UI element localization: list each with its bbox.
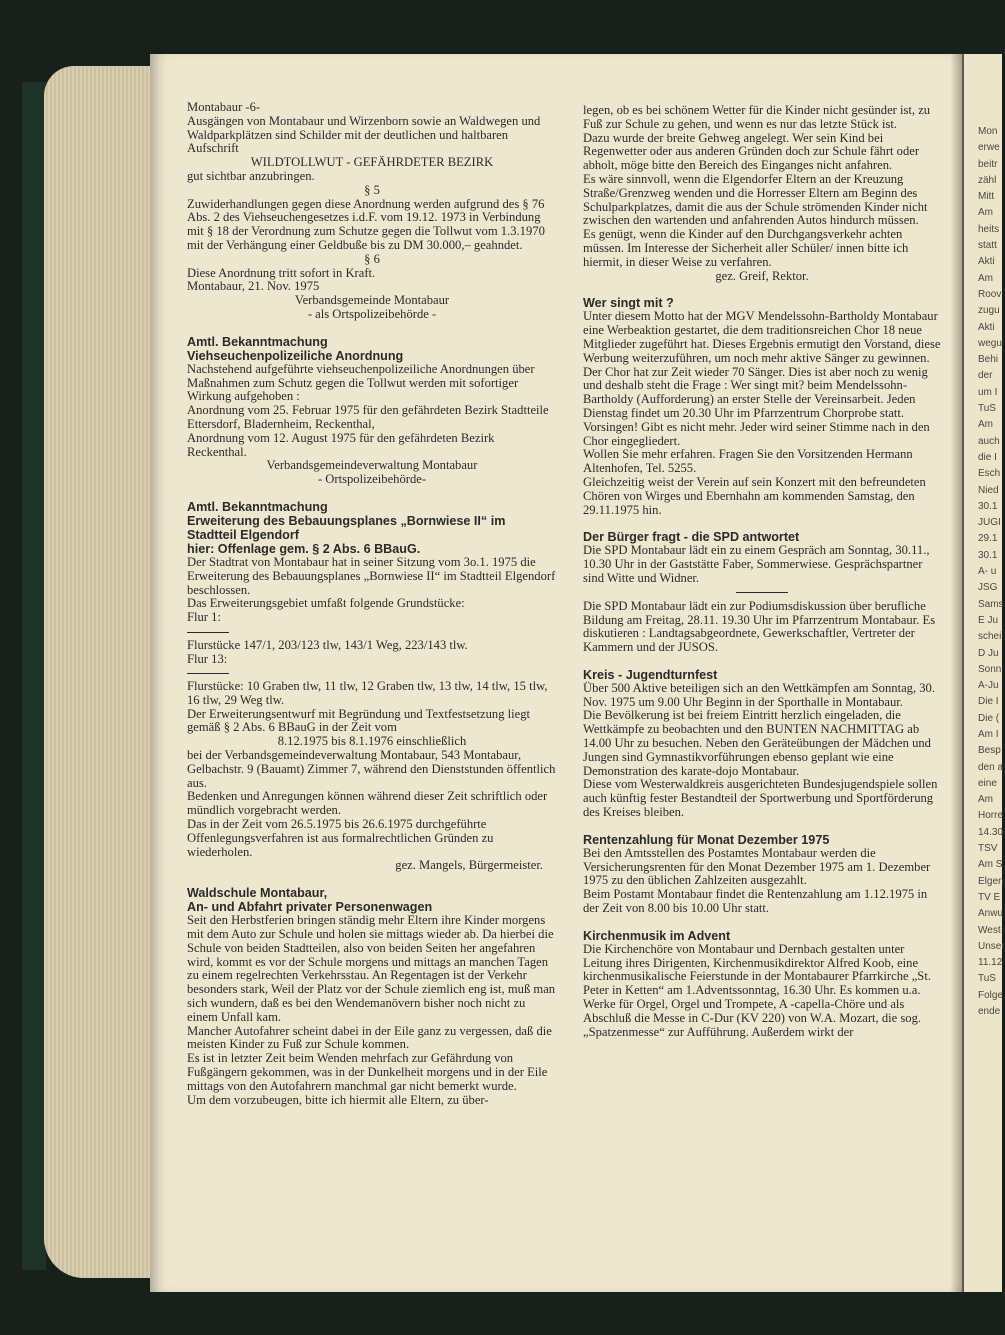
paragraph: Es wäre sinnvoll, wenn die Elgendorfer Eltern an der Kreuzung Straße/Grenzweg wenden und die Horresser Eltern am Beginn des Schulparkplatzes, damit die aus der Schule strömenden Kinder nicht zwischen den wartenden und anfahrenden Autos hindurch müssen. (583, 171, 928, 228)
edge-fragment: A-Ju (978, 680, 999, 692)
edge-fragment: Roov (978, 288, 1002, 300)
sign-text: WILDTOLLWUT - GEFÄHRDETER BEZIRK (250, 155, 494, 170)
signature-line: Verbandsgemeinde Montabaur (294, 293, 450, 308)
paragraph: Die SPD Montabaur lädt ein zur Podiumsdiskussion über berufliche Bildung am Freitag, 28.11. 19.30 Uhr im Pfarrzentrum Montabaur. Es diskutieren : Landtagsabgeordnete, Gewerkschaftler, Vertreter der Kammern und der JUSOS. (583, 598, 936, 655)
edge-fragment: Sonn (978, 663, 1002, 675)
flur-label: Flur 1: (187, 610, 221, 625)
edge-fragment: Akti (978, 256, 995, 268)
right-column (583, 104, 941, 1039)
article-heading: Wer singt mit ? (583, 296, 674, 311)
edge-fragment: Esch (978, 468, 1001, 480)
article-heading: hier: Offenlage gem. § 2 Abs. 6 BBauG. (187, 541, 421, 556)
section-number: § 5 (364, 182, 380, 197)
edge-fragment: der (978, 370, 993, 382)
paragraph: bei der Verbandsgemeindeverwaltung Montabaur, 543 Montabaur, Gelbachstr. 9 (Bauamt) Zimmer 7, während den Dienststunden öffentlich aus. (187, 748, 556, 790)
edge-fragment: 14.30 (978, 826, 1004, 838)
paragraph: Wollen Sie mehr erfahren. Fragen Sie den Vorsitzenden Hermann Altenhofen, Tel. 5255. (583, 447, 913, 476)
signature-line: - als Ortspolizeibehörde - (307, 306, 437, 321)
paragraph: Mancher Autofahrer scheint dabei in der Eile ganz zu vergessen, daß die meisten Kinder zu Fuß zur Schule kommen. (187, 1023, 552, 1052)
article-heading: Rentenzahlung für Monat Dezember 1975 (583, 832, 830, 847)
flur-label: Flur 13: (187, 651, 228, 666)
edge-fragment: JSG (978, 582, 998, 594)
paragraph: gut sichtbar anzubringen. (187, 168, 315, 183)
article-heading: Der Bürger fragt - die SPD antwortet (583, 530, 800, 545)
edge-fragment: eine (978, 777, 997, 789)
place-date: Montabaur, 21. Nov. 1975 (187, 279, 320, 294)
edge-fragment: 30.1 (978, 549, 998, 561)
edge-fragment: Die I (978, 696, 999, 708)
paragraph: Beim Postamt Montabaur findet die Rentenzahlung am 1.12.1975 in der Zeit von 8.00 bis 10.00 Uhr statt. (583, 887, 928, 916)
paragraph: Flurstücke: 10 Graben tlw, 11 tlw, 12 Graben tlw, 13 tlw, 14 tlw, 15 tlw, 16 tlw, 29 Weg tlw. (187, 679, 548, 707)
edge-fragment: A- u (978, 566, 997, 578)
edge-fragment: TuS (978, 973, 996, 985)
edge-fragment: Die ( (978, 712, 1000, 724)
edge-fragment: Am (978, 794, 993, 806)
edge-fragment: beitr (978, 158, 998, 170)
article-heading: Waldschule Montabaur, (187, 886, 328, 901)
page-gutter (950, 54, 964, 1292)
signature-line: - Ortspolizeibehörde- (317, 472, 427, 487)
signature-line: gez. Greif, Rektor. (715, 268, 809, 283)
date-range: 8.12.1975 bis 8.1.1976 einschließlich (277, 734, 467, 749)
edge-fragment: Am (978, 419, 993, 431)
paragraph: Gleichzeitig weist der Verein auf sein Konzert mit den befreundeten Chören von Wirges und Ebernhahn am kommenden Samstag, den 29.11.1975 hin. (583, 474, 926, 517)
paragraph: Die SPD Montabaur lädt ein zu einem Gespräch am Sonntag, 30.11., 10.30 Uhr in der Gaststätte Faber, Sommerwiese. Gesprächspartner sind Witte und Widner. (583, 543, 930, 585)
paragraph: Bedenken und Anregungen können während dieser Zeit schriftlich oder mündlich vorgebracht werden. (187, 789, 548, 818)
edge-fragment: Elgen (978, 875, 1004, 887)
page-header: Montabaur -6- (187, 100, 261, 114)
edge-fragment: D Ju (978, 647, 999, 659)
edge-fragment: 30.1 (978, 500, 998, 512)
edge-fragment: erwe (978, 142, 1000, 154)
edge-fragment: Unser (978, 940, 1005, 952)
paragraph: Es ist in letzter Zeit beim Wenden mehrfach zur Gefährdung von Fußgängern gekommen, was in der Dunkelheit morgens und in der Eile mittags von den Autofahrern manchmal gar nicht bemerkt wurde. (187, 1051, 548, 1093)
paragraph: Um dem vorzubeugen, bitte ich hiermit alle Eltern, zu über- (187, 1092, 489, 1107)
left-column (187, 101, 557, 1107)
article-heading: Kreis - Jugendturnfest (583, 667, 718, 682)
paragraph: Über 500 Aktive beteiligen sich an den Wettkämpfen am Sonntag, 30. Nov. 1975 um 9.00 Uhr Beginn in der Sporthalle in Montabaur. (583, 680, 935, 709)
paragraph: Die Kirchenchöre von Montabaur und Dernbach gestalten unter Leitung ihres Dirigenten, Kirchenmusikdirektor Alfred Koob, eine kirchenmusikalische Feierstunde in der Montabaurer Pfarrkirche „St. Peter in Ketten“ am 1.Adventssonntag, 16.30 Uhr. Es kommen u.a. Werke für Orgel, Orgel und Trompete, A -capella-Chöre und als Abschluß die Messe in C-Dur (KV 220) von W.A. Mozart, die sog. „Spatzenmesse“ zur Aufführung. Außerdem wirkt der (583, 941, 931, 1039)
edge-fragment: Besp (978, 745, 1001, 757)
divider (187, 673, 229, 674)
divider (187, 632, 229, 633)
edge-fragment: West- (978, 924, 1004, 936)
paragraph: Das Erweiterungsgebiet umfaßt folgende Grundstücke: (187, 596, 465, 611)
article-heading: Kirchenmusik im Advent (583, 928, 731, 943)
edge-fragment: Am S (978, 859, 1003, 871)
edge-fragment: Am (978, 272, 993, 284)
edge-fragment: statt (978, 240, 997, 252)
edge-fragment: Anwu (978, 908, 1004, 920)
edge-fragment: heits (978, 223, 1000, 235)
article-heading: An- und Abfahrt privater Personenwagen (187, 900, 433, 915)
paragraph: Das in der Zeit vom 26.5.1975 bis 26.6.1975 durchgeführte Offenlegungsverfahren ist aus formalrechtlichen Gründen zu wiederholen. (187, 817, 494, 859)
section-number: § 6 (364, 251, 380, 266)
next-page-text-fragments (978, 124, 1005, 1020)
article-heading: Amtl. Bekanntmachung (187, 499, 328, 514)
paragraph: Es genügt, wenn die Kinder auf den Durchgangsverkehr achten müssen. Im Interesse der Sicherheit aller Schüler/ innen bitte ich hiermit, in dieser Weise zu verfahren. (583, 227, 909, 269)
edge-fragment: Nied (978, 484, 999, 496)
signature-line: gez. Mangels, Bürgermeister. (395, 858, 543, 873)
paragraph: Nachstehend aufgeführte viehseuchenpolizeiliche Anordnungen über Maßnahmen zum Schutz gegen die Tollwut werden mit sofortiger Wirkung aufgehoben : (187, 361, 535, 404)
signature-line: Verbandsgemeindeverwaltung Montabaur (266, 458, 478, 473)
edge-fragment: 11.12 (978, 957, 1003, 969)
paragraph: Flurstücke 147/1, 203/123 tlw, 143/1 Weg, 223/143 tlw. (187, 637, 468, 652)
edge-fragment: den a (978, 761, 1004, 773)
paragraph: Seit den Herbstferien bringen ständig mehr Eltern ihre Kinder morgens mit dem Auto zur Schule und holen sie mittags wieder ab. Da hierbei die Schule von beiden Stadtteilen, also von beiden Seiten her angefahren wird, kommt es vor der Schule morgens und mittags an manchen Tagen zu einem regelrechten Verkehrsstau. An Regentagen ist der Verkehr besonders stark, Weil der Platz vor der Schule ziemlich eng ist, muß man sich wundern, daß es bei den Wendemanövern bisher noch nicht zu einem Unfall kam. (187, 913, 556, 1024)
edge-fragment: auch (978, 435, 1000, 447)
edge-fragment: Horre (978, 810, 1004, 822)
paragraph: Die Bevölkerung ist bei freiem Eintritt herzlich eingeladen, die Wettkämpfe zu beobachten und den BUNTEN NACHMITTAG ab 14.00 Uhr zu besuchen. Neben den Geräteübungen der Mädchen und Jungen sind Gymnastikvorführungen ebenso geplant wie eine Demonstration des karate-dojo Montabaur. (583, 708, 931, 778)
paragraph: Dazu wurde der breite Gehweg angelegt. Wer sein Kind bei Regenwetter oder aus anderen Gründen doch zur Schule fährt oder abholt, möge bitte den Bereich des Einganges nicht anfahren. (583, 130, 920, 173)
edge-fragment: Am (978, 207, 993, 219)
article-heading: Viehseuchenpolizeiliche Anordnung (187, 348, 404, 363)
edge-fragment: Sams (978, 598, 1004, 610)
paragraph: legen, ob es bei schönem Wetter für die Kinder nicht gesünder ist, zu Fuß zur Schule zu gehen, und wenn es nur das letzte Stück ist. (583, 103, 931, 131)
list-item: Anordnung vom 12. August 1975 für den gefährdeten Bezirk Reckenthal. (187, 430, 495, 459)
edge-fragment: zugu (978, 305, 1000, 317)
edge-fragment: Mitt (978, 191, 995, 203)
edge-fragment: TV E (978, 891, 1001, 903)
edge-fragment: schei (978, 631, 1002, 643)
paragraph: Der Stadtrat von Montabaur hat in seiner Sitzung vom 3o.1. 1975 die Erweiterung des Bebauungsplanes „Bornwiese II“ im Stadtteil Elgendorf beschlossen. (187, 554, 556, 597)
edge-fragment: JUGI (978, 517, 1001, 529)
article-heading: Erweiterung des Bebauungsplanes „Bornwiese II“ im Stadtteil Elgendorf (187, 513, 506, 542)
edge-fragment: TSV (978, 843, 998, 855)
edge-fragment: Behi (978, 354, 999, 366)
edge-fragment: wegu (978, 337, 1002, 349)
paragraph: Unter diesem Motto hat der MGV Mendelssohn-Bartholdy Montabaur eine Werbeaktion gestartet, die dem traditionsreichen Chor 18 neue Mitglieder zugeführt hat. Dieses Ergebnis ermutigt den Vorstand, diese Werbung weiterzuführen, um noch mehr aktive Sänger zu gewinnen. (583, 309, 941, 365)
paragraph: Ausgängen von Montabaur und Wirzenborn sowie an Waldwegen und Waldparkplätzen sind Schilder mit der deutlichen und haltbaren Aufschrift (187, 113, 541, 156)
edge-fragment: ende (978, 1006, 1001, 1018)
list-item: Anordnung vom 25. Februar 1975 für den gefährdeten Bezirk Stadtteile Ettersdorf, Bladernheim, Reckenthal, (187, 403, 549, 431)
edge-fragment: Akti (978, 321, 995, 333)
edge-fragment: TuS (978, 403, 996, 415)
paragraph: Diese Anordnung tritt sofort in Kraft. (187, 265, 376, 280)
paragraph: Bei den Amtsstellen des Postamtes Montabaur werden die Versicherungsrenten für den Monat Dezember 1975 am 1. Dezember 1975 zu den üblichen Zahlzeiten ausgezahlt. (583, 845, 931, 888)
divider (736, 592, 788, 593)
edge-fragment: die I (978, 451, 997, 463)
edge-fragment: Am I (978, 728, 999, 740)
edge-fragment: Folge (978, 989, 1004, 1001)
paragraph: Der Erweiterungsentwurf mit Begründung und Textfestsetzung liegt gemäß § 2 Abs. 6 BBauG in der Zeit vom (187, 706, 531, 735)
article-heading: Amtl. Bekanntmachung (187, 334, 328, 349)
edge-fragment: E Ju (978, 614, 999, 626)
edge-fragment: zähl (978, 174, 997, 186)
book-spine (22, 82, 46, 1270)
paragraph: Diese vom Westerwaldkreis ausgerichteten Bundesjugendspiele sollen auch künftig fester Bestandteil der Sportwerbung und Sportförderung des Kreises bleiben. (583, 777, 938, 820)
page-edges (44, 66, 156, 1278)
edge-fragment: Mon (978, 126, 998, 137)
paragraph: Der Chor hat zur Zeit wieder 70 Sänger. Dies ist aber noch zu wenig und deshalb steht die Frage : Wer singt mit? beim Mendelssohn-Bartholdy (Aufforderung) an erster Stelle der Vereinsarbeit. Jeden Dienstag findet um 20.30 Uhr im Pfarrzentrum Chorprobe statt. Vorsingen! Gibt es nicht mehr. Jeder wird seiner Stimme nach in den Chor eingegliedert. (583, 364, 930, 448)
paragraph: Zuwiderhandlungen gegen diese Anordnung werden aufgrund des § 76 Abs. 2 des Viehseuchengesetzes i.d.F. vom 19.12. 1973 in Verbindung mit § 18 der Verordnung zum Schutze gegen die Tollwut vom 1.3.1970 mit der Verhängung einer Geldbuße bis zu DM 30.000,– geahndet. (187, 196, 545, 252)
edge-fragment: 29.1 (978, 533, 998, 545)
edge-fragment: um I (978, 386, 998, 398)
